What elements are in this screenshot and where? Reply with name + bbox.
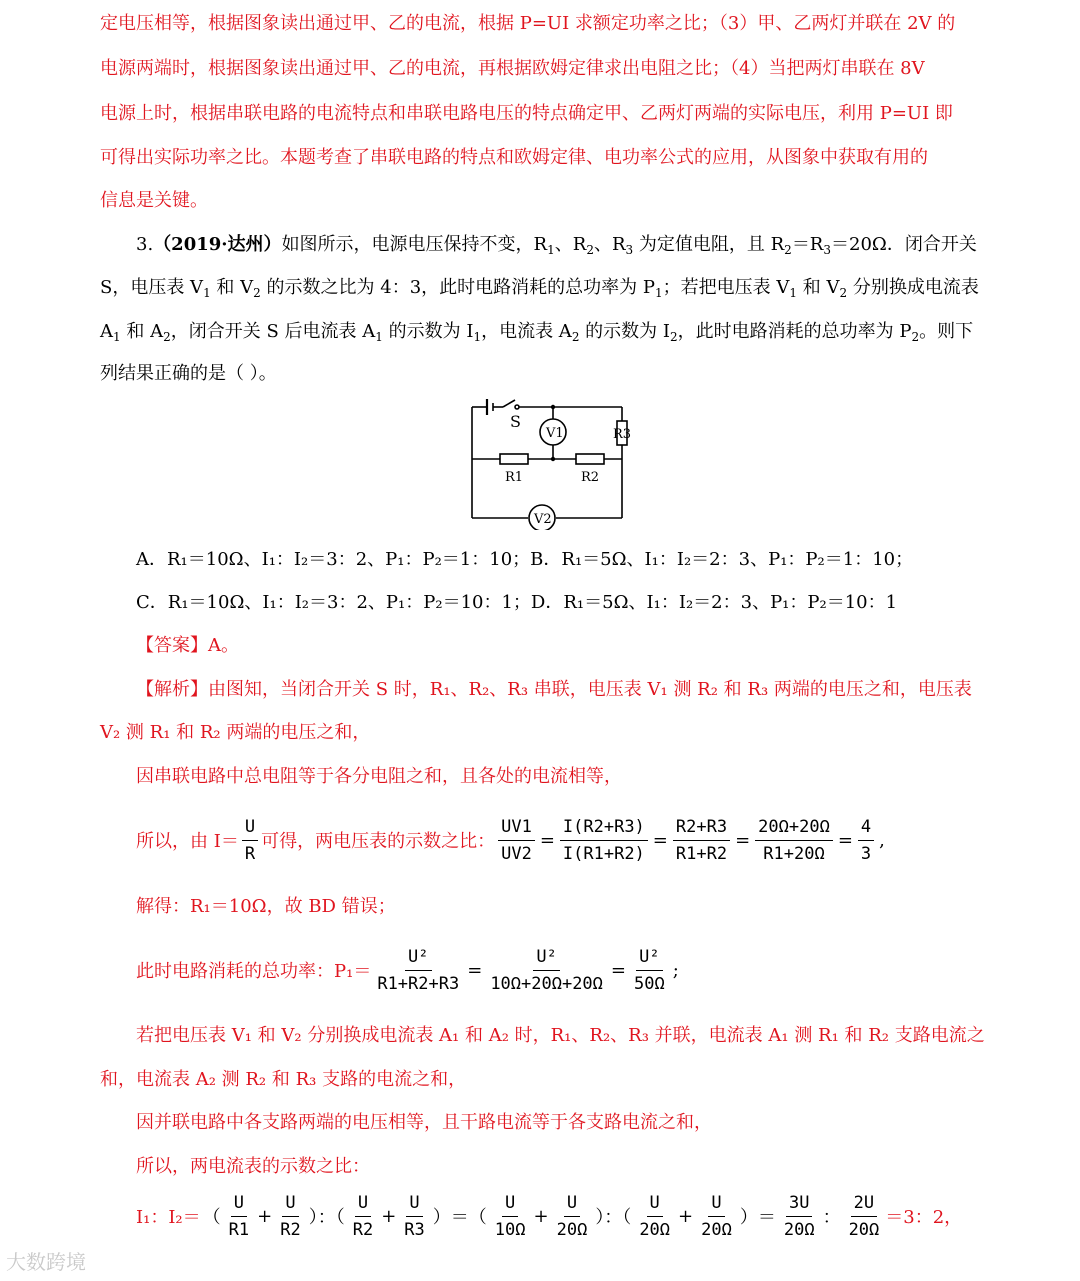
analysis-line-3: 因串联电路中总电阻等于各分电阻之和，且各处的电流相等， xyxy=(136,766,622,787)
answer xyxy=(136,634,239,658)
intro-line-3: 电源上时，根据串联电路的电流特点和串联电路电压的特点确定甲、乙两灯两端的实际电压，利用 P=UI 即 xyxy=(100,103,953,124)
analysis-line-2: V₂ 测 R₁ 和 R₂ 两端的电压之和， xyxy=(100,722,371,743)
formula-current-ratio: I₁：I₂＝ （ $\frac{U}{R1}$ + $\frac{U}{R2}$ ）：（ $\frac{U}{R2}$ + $\frac{U}{R3}$ ）＝（ $\frac{U}{10\Omega}$ + $\frac{U}{20\Omega}$ ）：（ $\frac{U}{20\Omega}$ + $\frac{U}{20\Omega}$ ）＝ $\frac{3U}{20\Omega}$ ： $\frac{2U}{20\Omega}$ ＝3：2， xyxy=(136,1192,963,1240)
formula-power-p1: 此时电路消耗的总功率：P₁＝ $\frac{\text{U²}}{R1+R2+R3}$ = $\frac{\text{U²}}{10\Omega+20\Omega+20\Omega}$ = $\frac{\text{U²}}{50\Omega}$ ; xyxy=(136,946,679,994)
voltmeter-v2-label: V2 xyxy=(534,512,552,527)
resistor-r1-label: R1 xyxy=(505,470,524,485)
analysis-label: 【解析】 xyxy=(136,679,208,700)
analysis-line-10: 所以，两电流表的示数之比： xyxy=(136,1156,370,1177)
question-line-3: $A_1$ 和 $A_2$，闭合开关 S 后电流表 $A_1$ 的示数为 $I_1$，电流表 $A_2$ 的示数为 $I_2$，此时电路消耗的总功率为 $P_2$。则下 xyxy=(100,321,974,344)
analysis-line-5: 解得：R₁＝10Ω，故 BD 错误； xyxy=(136,896,396,917)
option-c-d: C．R₁＝10Ω、I₁：I₂＝3：2、P₁：P₂＝10：1；D．R₁＝5Ω、I₁：I₂＝2：3、P₁：P₂＝10：1 xyxy=(136,592,898,613)
question-source: （2019·达州） xyxy=(153,234,282,255)
analysis-line-8: 和，电流表 A₂ 测 R₂ 和 R₃ 支路的电流之和， xyxy=(100,1069,467,1090)
intro-line-1: 定电压相等，根据图象读出通过甲、乙的电流，根据 P=UI 求额定功率之比；（3）甲、乙两灯并联在 2V 的 xyxy=(100,13,956,34)
question-line-2: S，电压表 $V_1$ 和 $V_2$ 的示数之比为 4：3，此时电路消耗的总功率为 $P_1$；若把电压表 $V_1$ 和 $V_2$ 分别换成电流表 xyxy=(100,277,979,300)
question-number: 3. xyxy=(136,234,154,255)
voltmeter-v1-label: V1 xyxy=(546,426,564,441)
analysis-line-1: 【解析】由图知，当闭合开关 S 时，R₁、R₂、R₃ 串联，电压表 V₁ 测 R₂ 和 R₃ 两端的电压之和，电压表 xyxy=(136,679,972,700)
resistor-r2-label: R2 xyxy=(581,470,600,485)
watermark: 大数跨境 xyxy=(6,1250,86,1274)
answer-label: 【答案】 xyxy=(136,635,208,656)
intro-line-5: 信息是关键。 xyxy=(100,190,208,211)
analysis-line-7: 若把电压表 V₁ 和 V₂ 分别换成电流表 A₁ 和 A₂ 时，R₁、R₂、R₃ 并联，电流表 A₁ 测 R₁ 和 R₂ 支路电流之 xyxy=(136,1025,985,1046)
intro-line-2: 电源两端时，根据图象读出通过甲、乙的电流，再根据欧姆定律求出电阻之比；（4）当把两灯串联在 8V xyxy=(100,58,925,79)
switch-label: S xyxy=(510,412,521,431)
circuit-diagram xyxy=(460,395,635,530)
intro-line-4: 可得出实际功率之比。本题考查了串联电路的特点和欧姆定律、电功率公式的应用，从图象中获取有用的 xyxy=(100,147,928,168)
formula-voltage-ratio: 所以，由 I＝ $\frac{U}{R}$ 可得，两电压表的示数之比： $\frac{UV1}{UV2}$ = $\frac{I(R2+R3)}{I(R1+R2)}$ = $\frac{R2+R3}{R1+R2}$ = $\frac{20\Omega+20\Omega}{R1+20\Omega}$ = $\frac{4}{3}$ , xyxy=(136,816,885,864)
option-a-b: A．R₁＝10Ω、I₁：I₂＝3：2、P₁：P₂＝1：10；B．R₁＝5Ω、I₁：I₂＝2：3、P₁：P₂＝1：10； xyxy=(136,549,914,570)
analysis-line-9: 因并联电路中各支路两端的电压相等，且干路电流等于各支路电流之和， xyxy=(136,1112,712,1133)
question-line-4: 列结果正确的是（ ）。 xyxy=(100,363,277,384)
resistor-r3-label: R3 xyxy=(612,427,631,442)
question-line-1: 3.（2019·达州）如图所示，电源电压保持不变，$R_1$、$R_2$、$R_3$ 为定值电阻，且 $R_2=R_3=20\Omega$．闭合开关 xyxy=(136,234,977,257)
answer-value: A。 xyxy=(208,635,239,656)
